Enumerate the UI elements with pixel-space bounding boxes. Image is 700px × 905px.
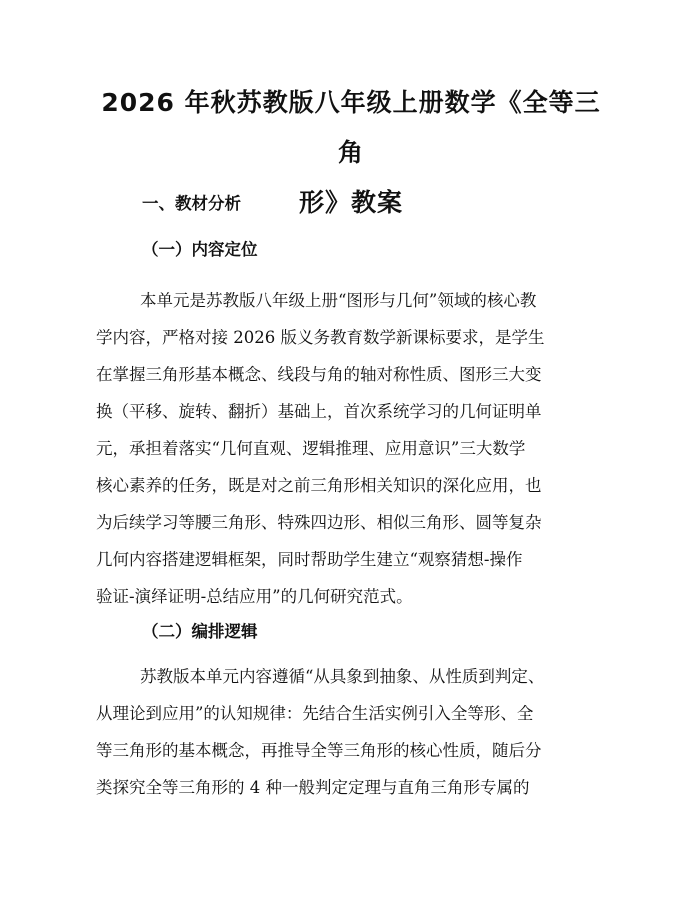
- paragraph-line: 核心素养的任务，既是对之前三角形相关知识的深化应用，也: [96, 476, 542, 495]
- paragraph-line: 几何内容搭建逻辑框架，同时帮助学生建立“观察猜想-操作: [96, 550, 523, 569]
- paragraph-line: 在掌握三角形基本概念、线段与角的轴对称性质、图形三大变: [96, 365, 542, 384]
- paragraph-line: 元，承担着落实“几何直观、逻辑推理、应用意识”三大数学: [96, 439, 526, 458]
- paragraph-line: 验证-演绎证明-总结应用”的几何研究范式。: [96, 587, 413, 606]
- title-line-2: 形》教案: [298, 188, 403, 217]
- paragraph-content-positioning: [96, 282, 606, 615]
- title-line-1: 2026 年秋苏教版八年级上册数学《全等三角: [101, 88, 601, 167]
- section-heading-textbook-analysis: 一、教材分析: [142, 194, 241, 213]
- paragraph-line: 为后续学习等腰三角形、特殊四边形、相似三角形、圆等复杂: [96, 513, 542, 532]
- paragraph-arrangement-logic: [96, 658, 606, 806]
- paragraph-line: 等三角形的基本概念，再推导全等三角形的核心性质，随后分: [96, 741, 542, 760]
- paragraph-line: 本单元是苏教版八年级上册“图形与几何”领域的核心教: [140, 291, 537, 310]
- subsection-heading-arrangement-logic: （二）编排逻辑: [142, 622, 258, 641]
- paragraph-line: 从理论到应用”的认知规律：先结合生活实例引入全等形、全: [96, 704, 534, 723]
- paragraph-line: 换（平移、旋转、翻折）基础上，首次系统学习的几何证明单: [96, 402, 542, 421]
- paragraph-line: 类探究全等三角形的 4 种一般判定定理与直角三角形专属的: [96, 778, 530, 797]
- subsection-heading-content-positioning: （一）内容定位: [142, 240, 258, 259]
- paragraph-line: 学内容，严格对接 2026 版义务教育数学新课标要求，是学生: [96, 328, 545, 347]
- paragraph-line: 苏教版本单元内容遵循“从具象到抽象、从性质到判定、: [140, 667, 545, 686]
